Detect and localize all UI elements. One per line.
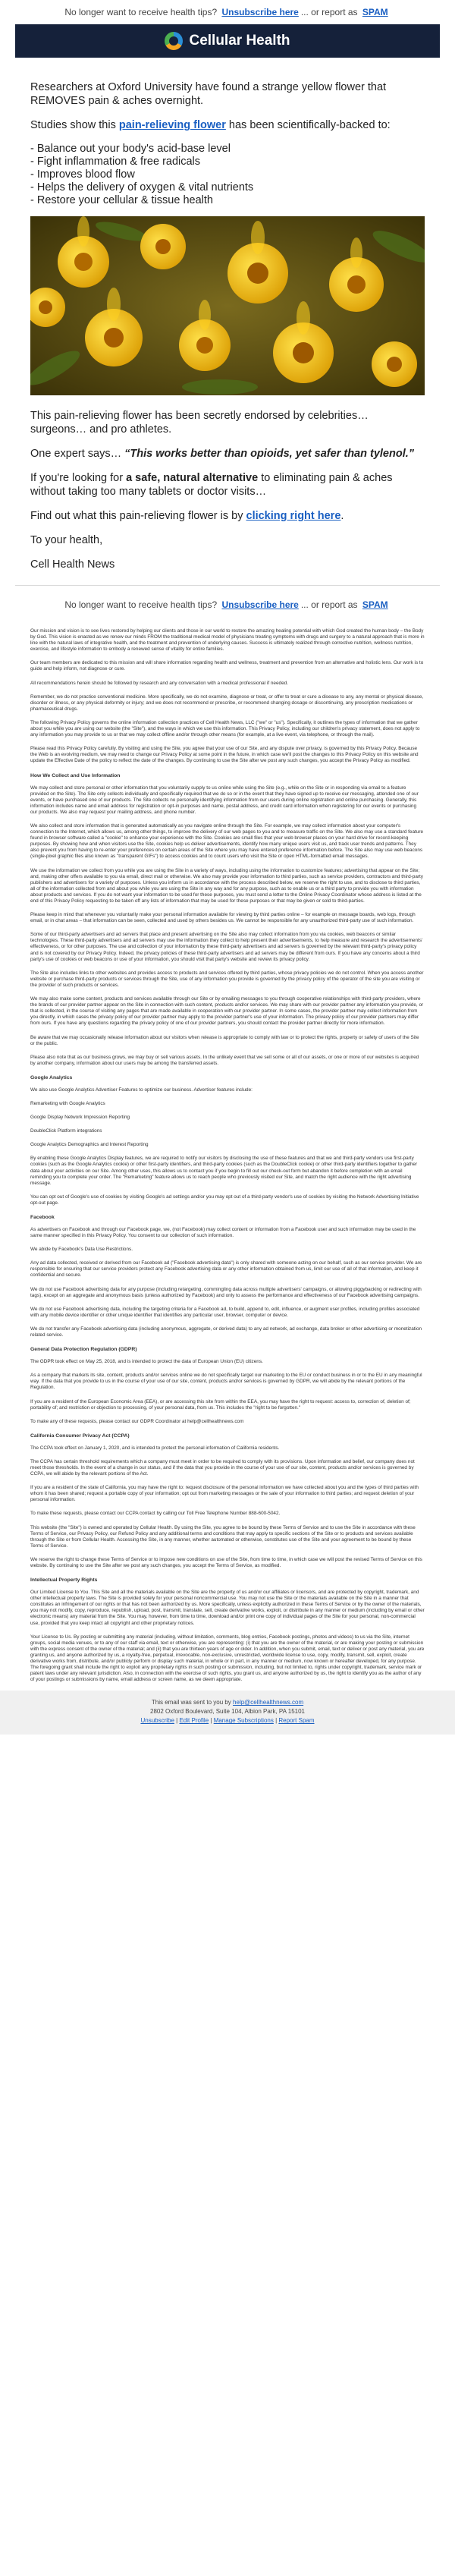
legal-paragraph: The following Privacy Policy governs the online information collection practices of Cell Health News, LLC ("we" or "us"). Specifically, it outlines the types of information that we gather about you while you are using our website (the "Site"), and the ways in which we use this information. This Privacy Policy, including our children's privacy statement, does not apply to any information you may provide to us or that we may collect offline and/or through other means (for example, at a live event, via telephone, or through the mail). bbox=[30, 719, 420, 738]
legal-paragraph: We do not use Facebook advertising data, including the targeting criteria for a Facebook ad, to build, append to, edit, influence, or augment user profiles, including profiles associated with any mobile device identifier or other unique identifier that identifies any particular user, browser, computer or device. bbox=[30, 1306, 420, 1318]
legal-paragraph: Please also note that as our business grows, we may buy or sell various assets. In the unlikely event that we sell some or all of our assets, or one or more of our websites is acquired by another company, information about our users may be among the transferred assets. bbox=[30, 1054, 419, 1066]
legal-paragraph: We reserve the right to change these Terms of Service or to impose new conditions on use of the Site, from time to time, in which case we will post the revised Terms of Service on this website. By continuing to use the Site after we post any such changes, you accept the Terms of Service, as modified. bbox=[30, 1556, 422, 1568]
top-notice-text: No longer want to receive health tips? bbox=[64, 7, 218, 17]
top-notice-middle: ... or report as bbox=[300, 7, 358, 17]
top-unsubscribe-link[interactable]: Unsubscribe here bbox=[221, 7, 299, 17]
legal-paragraph: Our team members are dedicated to this mission and will share information regarding health and wellness, treatment and prevention from an alternative and holistic lens. Our work is to guide and help inform, not diagnose or cure. bbox=[30, 660, 424, 672]
legal-paragraph: To make these requests, please contact our CCPA contact by calling our Toll Free Telephone Number 888-600-5042. bbox=[30, 1511, 281, 1517]
footer-email-link[interactable]: help@cellhealthnews.com bbox=[233, 1699, 304, 1706]
footer-address: 2802 Oxford Boulevard, Suite 104, Albion Park, PA 15101 bbox=[150, 1708, 305, 1716]
benefit-item: - Balance out your body's acid-base level bbox=[30, 143, 231, 155]
studies-prefix: Studies show this bbox=[30, 119, 116, 131]
legal-paragraph: Be aware that we may occasionally release information about our visitors when release is appropriate to comply with law or to protect the rights, property or safety of users of the Site or the public. bbox=[30, 1034, 419, 1046]
endorsed-text: This pain-relieving flower has been secretly endorsed by celebrities… surgeons… and pro athletes. bbox=[30, 410, 369, 436]
benefit-list bbox=[30, 143, 425, 207]
legal-paragraph: If you are a resident of the state of California, you may have the right to: request disclosure of the personal information we have collected about you and the types of third parties with whom it has been shared; request a portable copy of your information; opt out from marketing messages or the sale of your information to third parties; and request deletion of your personal information. bbox=[30, 1485, 419, 1503]
legal-list-item: Remarketing with Google Analytics bbox=[30, 1100, 105, 1106]
mid-spam-link[interactable]: SPAM bbox=[362, 599, 388, 610]
studies-line bbox=[30, 118, 425, 132]
alt-suffix: to eliminating pain & aches without taking too many tablets or doctor visits… bbox=[30, 472, 393, 498]
mid-unsubscribe-bar bbox=[0, 586, 455, 624]
expert-quote: “This works better than opioids, yet safer than tylenol.” bbox=[124, 448, 415, 460]
headline: Researchers at Oxford University have found a strange yellow flower that REMOVES pain & aches overnight. bbox=[30, 81, 387, 107]
sender-name: Cell Health News bbox=[30, 558, 115, 571]
legal-paragraph: We also collect and store information that is generated automatically as you navigate online through the Site. For example, we may collect information about your computer's connection to the Internet, which allows us, among other things, to improve the delivery of our web pages to you and to measure traffic on the Site. We also may use a standard feature found in browser software called a "cookie" to enhance your experience with the Site. Cookies are small files that your web browser places on your hard drive for record-keeping purposes. By showing how and when visitors use the Site, cookies help us deliver advertisements, identify how many unique users visit us, and track user trends and patterns. They also prevent you from having to re-enter your preferences on certain areas of the Site where you may have entered preference information before. The Site also may use web beacons (single-pixel graphic files also known as "transparent GIFs") to access cookies and to count users who visit the Site or open HTML-formatted email messages. bbox=[30, 822, 424, 860]
find-suffix: . bbox=[340, 510, 344, 522]
footer-sep: | bbox=[209, 1717, 214, 1725]
legal-paragraph: Our mission and vision is to see lives restored by helping our clients and those in our world to restore the amazing healing potential with which God created the human body – the Body by God. This vision is enacted as we renew our minds FROM the traditional medical model of physicians treating symptoms with drugs and surgery to a natural approach that is more in line with the natural laws of integrative health, and the treatment and prevention of underlying causes. Success is ultimately realized through corrective nutrition, wellness nutrition, exercise, and lifestyle information to embody a renewed sense of vitality for entire families. bbox=[30, 628, 425, 653]
legal-paragraph: We abide by Facebook's Data Use Restrictions. bbox=[30, 1247, 133, 1253]
legal-paragraph: By enabling these Google Analytics Display features, we are required to notify our visitors by disclosing the use of these features and that we and third-party vendors use first-party cookies (such as the Google Analytics cookie) or other first-party identifiers, and third-party cookies (such as the DoubleClick cookie) or other third-party identifiers together to gather data about your activities on our Site. Among other uses, this allows us to contact you if you begin to fill out our check-out form but abandon it before completion with an email reminding you to complete your order. The "Remarketing" feature allows us to reach people who previously visited our Site, and match the right audience with the right advertising message. bbox=[30, 1156, 418, 1186]
legal-paragraph: We do not transfer any Facebook advertising data (including anonymous, aggregate, or derived data) to any ad network, ad exchange, data broker or other advertising or monetization related service. bbox=[30, 1326, 422, 1338]
signoff: To your health, bbox=[30, 534, 103, 546]
find-out-line bbox=[30, 509, 425, 523]
legal-list-item: DoubleClick Platform integrations bbox=[30, 1128, 102, 1134]
legal-list-item: Google Display Network Impression Reporting bbox=[30, 1115, 130, 1121]
legal-paragraph: The GDPR took effect on May 25, 2018, and is intended to protect the data of European Union (EU) citizens. bbox=[30, 1359, 263, 1365]
legal-paragraph: We may collect and store personal or other information that you voluntarily supply to us online while using the Site (e.g., while on the Site or in responding via email to a feature provided on the Site). The Site only collects individually and specifically required that we do so or in the event that they have signed up to receive our messaging, attended one of our events, or have purchased one of our products. The Site collects no personally identifying information from our users during online registration and online purchasing. Generally, this information includes name and email address for registration or opt-in purposes and name, postal address, and credit card information when registering for our events or purchasing our products. We also may request your mailing address, and phone number. bbox=[30, 785, 419, 815]
yellow-flower-photo[interactable] bbox=[30, 216, 425, 395]
expert-prefix: One expert says… bbox=[30, 448, 122, 460]
click-here-link[interactable]: clicking right here bbox=[246, 510, 341, 522]
hero-section bbox=[0, 58, 455, 571]
footer-sent-line bbox=[0, 1698, 455, 1707]
pain-relieving-flower-link[interactable]: pain-relieving flower bbox=[118, 119, 226, 131]
legal-heading: California Consumer Privacy Act (CCPA) bbox=[30, 1433, 130, 1439]
legal-paragraph: To make any of these requests, please contact our GDPR Coordinator at help@cellhealthnews.com bbox=[30, 1418, 244, 1424]
legal-paragraph: If you are a resident of the European Economic Area (EEA), or are accessing this site from within the EEA, you may have the right to request: access to, correction of, deletion of; portability of; and restriction or objection to processing, of your personal data, from us. This includes the "right to be forgotten." bbox=[30, 1398, 411, 1411]
mid-notice-middle: ... or report as bbox=[300, 599, 358, 610]
legal-paragraph: Your License to Us. By posting or submitting any material (including, without limitation, comments, blog entries, Facebook postings, photos and videos) to us via the Site, internet groups, social media venues, or to any of our staff via email, text or otherwise, you are representing: (i) that you are the owner of the material, or are making your posting or submission with the express consent of the owner of the material; and (ii) that you are thirteen years of age or older. In addition, when you submit, email, text or deliver or post any material, you are granting us, and anyone authorized by us, a royalty-free, perpetual, irrevocable, non-exclusive, unrestricted, worldwide license to use, copy, modify, transmit, sell, exploit, create derivative works from, distribute, and/or publicly perform or display such material, in whole or in part, in any manner or medium, now known or hereafter developed, for any purpose. The foregoing grant shall include the right to exploit any proprietary rights in such posting or submission, including, but not limited to, rights under copyright, trademark, service mark or patent laws under any relevant jurisdiction. Also, in connection with the exercise of such rights, you grant us, and anyone authorized by us, the right to identify you as the author of any of your postings or submissions by name, email address or screen name, as we deem appropriate. bbox=[30, 1634, 425, 1683]
alt-prefix: If you're looking for bbox=[30, 472, 124, 484]
mid-unsubscribe-link[interactable]: Unsubscribe here bbox=[221, 599, 299, 610]
legal-heading: Google Analytics bbox=[30, 1074, 73, 1080]
alternative-line bbox=[30, 471, 425, 499]
legal-paragraph: As advertisers on Facebook and through our Facebook page, we, (not Facebook) may collect content or information from a Facebook user and such information may be used in the same manner specified in this Privacy Policy. You consent to our collection of such information. bbox=[30, 1227, 416, 1239]
footer-sep: | bbox=[273, 1717, 279, 1725]
legal-paragraph: You can opt out of Google's use of cookies by visiting Google's ad settings and/or you may opt out of a third-party vendor's use of cookies by visiting the Network Advertising Initiative opt-out page. bbox=[30, 1194, 419, 1206]
benefit-item: - Restore your cellular & tissue health bbox=[30, 194, 213, 206]
legal-paragraph: We also use Google Analytics Advertiser Features to optimize our business. Advertiser features include: bbox=[30, 1087, 253, 1093]
legal-paragraph: The CCPA has certain threshold requirements which a company must meet in order to be required to comply with its provisions. Upon information and belief, our company does not meet those thresholds. In the event of a change in our status, and if the data that you provide in the course of your use of our site, content, products and/or services is governed by CCPA, we will abide by the relevant portions of the Act. bbox=[30, 1458, 415, 1477]
legal-paragraph: The CCPA took effect on January 1, 2020, and is intended to protect the personal information of California residents. bbox=[30, 1445, 280, 1451]
footer-links bbox=[0, 1716, 455, 1725]
brand-name: Cellular Health bbox=[189, 33, 290, 49]
footer-sep: | bbox=[174, 1717, 180, 1725]
legal-heading: Facebook bbox=[30, 1215, 55, 1220]
legal-paragraph: The Site also includes links to other websites and provides access to products and services offered by third parties, whose privacy policies we do not control. When you access another website or purchase third-party products or services through the Site, use of any information you provide is governed by the privacy policy of the operator of the site you are visiting or the provider of such products or services. bbox=[30, 970, 424, 988]
logo-icon bbox=[165, 32, 183, 50]
footer-report-spam-link[interactable]: Report Spam bbox=[278, 1717, 315, 1725]
studies-suffix: has been scientifically-backed to: bbox=[228, 119, 391, 131]
legal-paragraph: We do not use Facebook advertising data for any purpose (including retargeting, commingling data across multiple advertisers' campaigns, or allowing piggybacking or redirecting with tags), except on an aggregate and anonymous basis (unless authorized by Facebook) and only to assess the performance and effectiveness of our Facebook advertising campaigns. bbox=[30, 1286, 422, 1298]
mid-notice-text: No longer want to receive health tips? bbox=[64, 599, 218, 610]
legal-heading: General Data Protection Regulation (GDPR) bbox=[30, 1347, 137, 1353]
benefit-item: - Fight inflammation & free radicals bbox=[30, 156, 201, 168]
email-footer bbox=[0, 1691, 455, 1735]
benefit-item: - Improves blood flow bbox=[30, 168, 135, 181]
legal-paragraph: Our Limited License to You. This Site and all the materials available on the Site are the property of us and/or our affiliates or licensors, and are protected by copyright, trademark, and other intellectual property laws. The Site is provided solely for your personal noncommercial use. You may not use the Site or the materials available on the Site in a manner that constitutes an infringement of our rights or that has not been authorized by us. More specifically, unless explicitly authorized in these Terms of Service or by the owner of the materials, you may not modify, copy, reproduce, republish, upload, post, transmit, translate, sell, create derivative works, exploit, or distribute in any manner or medium (including by email or other electronic means) any material from the Site. You may, however, from time to time, download and/or print one copy of individual pages of the Site for your personal, non-commercial use, provided that you keep intact all copyright and other proprietary notices. bbox=[30, 1590, 425, 1626]
legal-paragraph: As a company that markets its site, content, products and/or services online we do not specifically target our marketing to the EU or conduct business in or to the EU in any meaningful way. If the data that you provide to us in the course of your use of our site, content, products and/or services is governed by GDPR, we will abide by the relevant portions of the Regulation. bbox=[30, 1373, 422, 1391]
footer-sent-text: This email was sent to you by bbox=[151, 1699, 231, 1706]
flower-illustration bbox=[30, 216, 425, 395]
legal-list-item: Google Analytics Demographics and Interest Reporting bbox=[30, 1142, 149, 1148]
legal-paragraph: Some of our third-party advertisers and ad servers that place and present advertising on the Site also may collect information from you via cookies, web beacons or similar technologies. These third-party advertisers and ad servers may use the information they collect to help present their advertisements, to help measure and research the advertisements' effectiveness, or for other purposes. The use and collection of your information by these third-party advertisers and ad servers is governed by the relevant third-party's privacy policy and is not covered by our Privacy Policy. Indeed, the privacy policies of these third-party advertisers and ad servers may be different from ours. If you have any concerns about a third party's use of cookies or web beacons or use of your information, you should visit that party's website and review its privacy policy. bbox=[30, 932, 423, 962]
legal-paragraph: Please read this Privacy Policy carefully. By visiting and using the Site, you agree that your use of our Site, and any dispute over privacy, is governed by this Privacy Policy. Because the Web is an evolving medium, we may need to change our Privacy Policy at some point in the future, in which case we'll post the changes to this Privacy Policy on this website and update the Effective Date of the policy to reflect the date of the changes. By continuing to use the Site after we post any such changes, you accept the Privacy Policy as modified. bbox=[30, 746, 419, 764]
alt-bold: a safe, natural alternative bbox=[126, 472, 259, 484]
legal-paragraph: This website (the "Site") is owned and operated by Cellular Health. By using the Site, you agree to be bound by these Terms of Service and to use the Site in accordance with these Terms of Service, our Privacy Policy, our Refund Policy and any additional terms and conditions that may apply to specific sections of the Site or to products and services available through the Site or from Cellular Health. Accessing the Site, in any manner, whether automated or otherwise, constitutes use of the Site and your agreement to be bound by these Terms of Service. bbox=[30, 1524, 416, 1549]
legal-heading: How We Collect and Use Information bbox=[30, 772, 121, 778]
legal-section bbox=[0, 624, 455, 1683]
brand-banner bbox=[15, 24, 440, 58]
top-spam-link[interactable]: SPAM bbox=[362, 7, 388, 17]
benefit-item: - Helps the delivery of oxygen & vital nutrients bbox=[30, 181, 254, 193]
footer-manage-subscriptions-link[interactable]: Manage Subscriptions bbox=[213, 1717, 274, 1725]
legal-heading: Intellectual Property Rights bbox=[30, 1577, 98, 1584]
expert-line bbox=[30, 447, 425, 461]
footer-unsubscribe-link[interactable]: Unsubscribe bbox=[140, 1717, 174, 1725]
legal-paragraph: Any ad data collected, received or derived from our Facebook ad ("Facebook advertising data") is only shared with someone acting on our behalf, such as our service provider. We are responsible for ensuring that our service providers protect any Facebook advertising data or any other information obtained from us, limit our use of all of that information, and keep it confidential and secure. bbox=[30, 1260, 422, 1279]
top-unsubscribe-bar bbox=[0, 0, 455, 24]
legal-paragraph: All recommendations herein should be followed by research and any conversation with a medical professional if needed. bbox=[30, 680, 288, 686]
legal-paragraph: Remember, we do not practice conventional medicine. More specifically, we do not examine, diagnose or treat, or offer to treat or cure a disease to any, any mental or physical disease, disorder or illness, or any physical deformity or injury; and we does not recommend or prescribe, or recommend changing dosage or discontinuing, any prescription medications or pharmaceutical drugs. bbox=[30, 694, 424, 712]
legal-paragraph: Please keep in mind that whenever you voluntarily make your personal information available for viewing by third parties online – for example on message boards, web logs, through email, or in chat areas – that information can be seen, collected and used by others besides us. We cannot be responsible for any unauthorized third-party use of such information. bbox=[30, 912, 416, 924]
find-prefix: Find out what this pain-relieving flower is by bbox=[30, 510, 243, 522]
legal-paragraph: We use the information we collect from you while you are using the Site in a variety of ways, including using the information to customize features; advertising that appear on the Site; and, making other offers available to you via email, direct mail or otherwise. We also may provide your information to third parties, such as service providers, contractors and third-party publishers and advertisers for a variety of purposes. Unless you inform us in accordance with the process described below, we reserve the right to use, and to disclose to third parties, all of the information collected from and about you while you are using the Site in any way and for any purpose, such as to enable us or a third party to provide you with information about products and services. If you do not want your information to be used for these purposes, you must send a letter to the Online Privacy Coordinator whose address is listed at the end of this Privacy Policy requesting to be taken off any lists of information that may be used for these purposes or that may be given or sold to third-parties. bbox=[30, 867, 423, 904]
legal-paragraph: We may also make some content, products and services available through our Site or by emailing messages to you through cooperative relationships with third-party providers, where the brands of our provider partner appear on the Site in connection with such content, products and/or services. We may share with our provider partner any information you provide, or that is collected, in the course of visiting any pages that are made available in cooperation with our provider partner. In some cases, the provider partner may collect information from you directly, in which cases the privacy policy of our provider partner may apply to the provider partner's use of your information. The privacy policy of our provider partners may differ from ours. If you have any questions regarding the privacy policy of one of our provider partners, you should contact the provider partner directly for more information. bbox=[30, 996, 424, 1027]
footer-edit-profile-link[interactable]: Edit Profile bbox=[179, 1717, 209, 1725]
